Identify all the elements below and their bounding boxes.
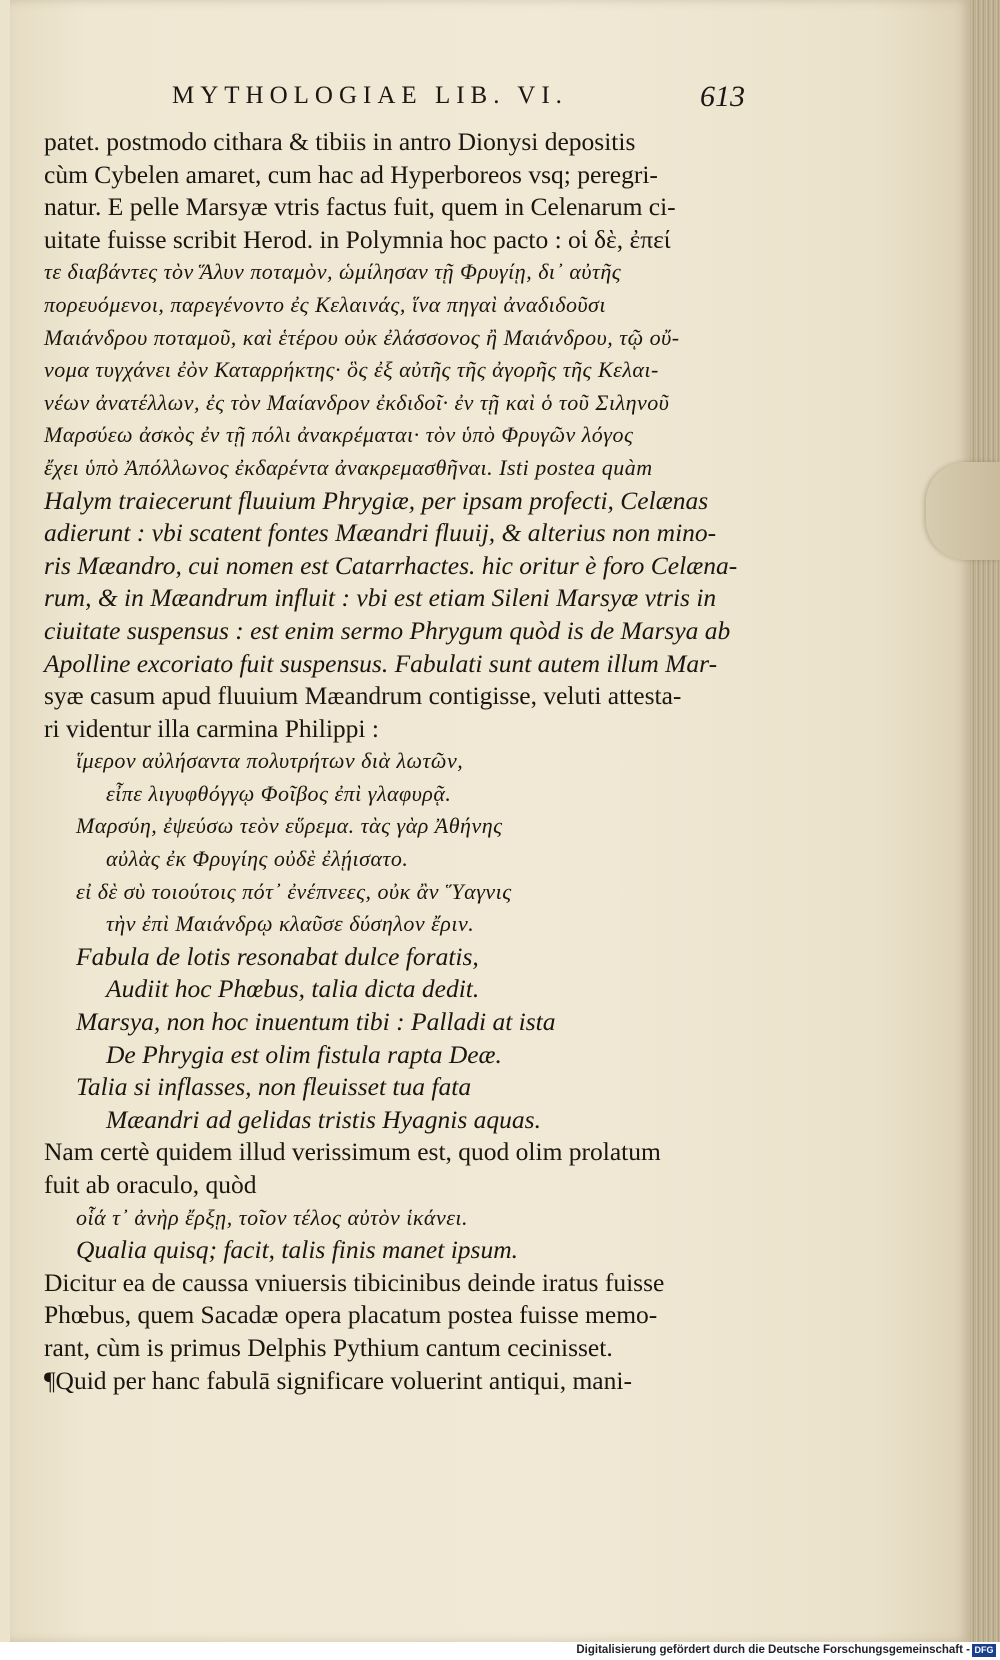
text-line: Apolline excoriato fuit suspensus. Fabulati sunt autem illum Mar- bbox=[44, 648, 718, 678]
text-line: Μαιάνδρου ποταμοῦ, καὶ ἑτέρου οὐκ ἐλάσσονος ἢ Μαιάνδρου, τῷ οὔ- bbox=[44, 324, 680, 350]
text-line: νέων ἀνατέλλων, ἐς τὸν Μαίανδρον ἐκδιδοῖ· ἐν τῇ καὶ ὁ τοῦ Σιληνοῦ bbox=[44, 389, 670, 415]
text-line: τὴν ἐπὶ Μαιάνδρῳ κλαῦσε δύσηλον ἔριν. bbox=[106, 911, 475, 937]
text-line: fuit ab oraculo, quòd bbox=[44, 1170, 257, 1199]
text-line: Nam certè quidem illud verissimum est, quod olim prolatum bbox=[44, 1137, 661, 1167]
text-line: ἵμερον αὐλήσαντα πολυτρήτων διὰ λωτῶν, bbox=[76, 748, 464, 774]
text-line: Phœbus, quem Sacadæ opera placatum postea fuisse memo- bbox=[44, 1300, 658, 1330]
text-line: Talia si inflasses, non fleuisset tua fata bbox=[76, 1072, 472, 1102]
text-line: εἶπε λιγυφθόγγῳ Φοῖβος ἐπὶ γλαφυρᾷ. bbox=[106, 780, 452, 806]
page-fore-edge bbox=[970, 0, 1000, 1642]
text-line: ri videntur illa carmina Philippi : bbox=[44, 713, 379, 743]
text-line: ἔχει ὑπὸ Ἀπόλλωνος ἐκδαρέντα ἀνακρεμασθῆναι. Isti postea quàm bbox=[44, 454, 653, 480]
text-line: ris Mæandro, cui nomen est Catarrhactes. hic oritur è foro Celæna- bbox=[44, 550, 738, 580]
text-line: cùm Cybelen amaret, cum hac ad Hyperboreos vsq; peregri- bbox=[44, 159, 658, 189]
text-line: νομα τυγχάνει ἐὸν Καταρρήκτης· ὃς ἐξ αὐτῆς τῆς ἀγορῆς τῆς Κελαι- bbox=[44, 357, 659, 383]
text-line: uitate fuisse scribit Herod. in Polymnia hoc pacto : οἱ δὲ, ἐπεί bbox=[44, 224, 671, 254]
body-text bbox=[44, 126, 744, 1397]
text-line: ciuitate suspensus : est enim sermo Phrygum quòd is de Marsya ab bbox=[44, 615, 731, 645]
text-line: patet. postmodo cithara & tibiis in antro Dionysi depositis bbox=[44, 127, 636, 156]
page-tab-marker bbox=[926, 462, 1000, 560]
text-line: syæ casum apud fluuium Mæandrum contigisse, veluti attesta- bbox=[44, 681, 682, 711]
text-line: τε διαβάντες τὸν Ἅλυν ποταμὸν, ὡμίλησαν τῇ Φρυγίῃ, δι᾽ αὐτῆς bbox=[44, 259, 622, 285]
text-line: Fabula de lotis resonabat dulce foratis, bbox=[76, 941, 479, 971]
text-line: Qualia quisq; facit, talis finis manet ipsum. bbox=[76, 1235, 519, 1265]
text-line: αὐλὰς ἐκ Φρυγίης οὐδὲ ἐλῄισατο. bbox=[106, 846, 409, 872]
text-line: πορευόμενοι, παρεγένοντο ἐς Κελαινάς, ἵνα πηγαὶ ἀναδιδοῦσι bbox=[44, 291, 607, 317]
text-line: Μαρσύεω ἀσκὸς ἐν τῇ πόλι ἀνακρέμαται· τὸν ὑπὸ Φρυγῶν λόγος bbox=[44, 422, 634, 448]
text-line: adierunt : vbi scatent fontes Mæandri fluuij, & alterius non mino- bbox=[44, 518, 717, 548]
text-line: Halym traiecerunt fluuium Phrygiæ, per ipsam profecti, Celænas bbox=[44, 485, 709, 515]
footer-credit: Digitalisierung gefördert durch die Deutsche Forschungsgemeinschaft - bbox=[576, 1644, 970, 1656]
running-title: MYTHOLOGIAE LIB. VI. bbox=[172, 82, 568, 109]
text-line: natur. E pelle Marsyæ vtris factus fuit, quem in Celenarum ci- bbox=[44, 192, 676, 222]
text-line: εἰ δὲ σὺ τοιούτοις πότ᾽ ἐνέπνεες, οὐκ ἂν Ὕαγνις bbox=[76, 878, 512, 904]
text-line: Mæandri ad gelidas tristis Hyagnis aquas. bbox=[106, 1104, 541, 1134]
text-line: De Phrygia est olim fistula rapta Deæ. bbox=[106, 1039, 502, 1069]
text-line: οἷά τ᾽ ἀνὴρ ἔρξῃ, τοῖον τέλος αὐτὸν ἱκάνει. bbox=[76, 1204, 469, 1230]
text-line: Audiit hoc Phœbus, talia dicta dedit. bbox=[106, 974, 480, 1004]
dfg-logo: DFG bbox=[972, 1644, 996, 1657]
text-line: Μαρσύη, ἐψεύσω τεὸν εὕρεμα. τὰς γὰρ Ἀθήνης bbox=[76, 813, 503, 839]
text-line: rant, cùm is primus Delphis Pythium cantum cecinisset. bbox=[44, 1332, 613, 1362]
text-line: Dicitur ea de caussa vniuersis tibicinibus deinde iratus fuisse bbox=[44, 1267, 665, 1297]
text-line: rum, & in Mæandrum influit : vbi est etiam Sileni Marsyæ vtris in bbox=[44, 583, 717, 613]
folio-number: 613 bbox=[700, 80, 745, 113]
text-line: Marsya, non hoc inuentum tibi : Palladi at ista bbox=[76, 1007, 556, 1037]
footer-bar bbox=[0, 1642, 1000, 1660]
text-line: ¶Quid per hanc fabulā significare voluerint antiqui, mani- bbox=[44, 1365, 632, 1395]
